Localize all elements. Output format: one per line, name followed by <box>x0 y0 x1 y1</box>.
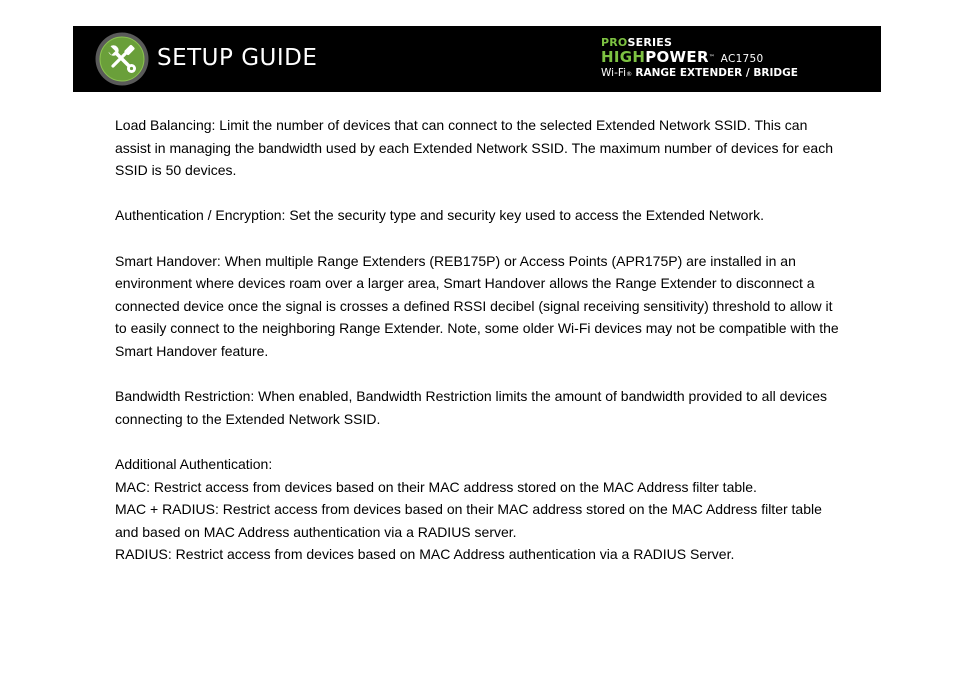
additional-auth-heading: Additional Authentication: <box>115 455 273 472</box>
paragraph-smart-handover: Smart Handover: When multiple Range Extenders (REB175P) or Access Points (APR175P) are installed in an environment where devices roam over a larger area, Smart Handover allows the Range Extender to disconnect a connected device once the signal is crosses a defined RSSI decibel (signal receiving sensitivity) threshold to allow it to easily connect to the neighboring Range Extender. Note, some older Wi-Fi devices may not be compatible with the Smart Handover feature. <box>115 252 839 359</box>
paragraph-bandwidth-restriction: Bandwidth Restriction: When enabled, Bandwidth Restriction limits the amount of bandwidth provided to all devices connecting to the Extended Network SSID. <box>115 388 828 427</box>
brand-power-line <box>601 49 871 67</box>
product-brand-logo <box>601 36 871 80</box>
brand-wifi: Wi-Fi <box>601 67 627 79</box>
brand-model: AC1750 <box>720 53 764 65</box>
brand-trademark: ™ <box>708 54 716 61</box>
brand-high: HIGH <box>601 48 646 66</box>
paragraph-authentication: Authentication / Encryption: Set the security type and security key used to access the Extended Network. <box>115 207 765 224</box>
header-banner <box>73 26 881 92</box>
brand-power: POWER <box>645 48 709 66</box>
brand-pro: PRO <box>601 36 628 49</box>
brand-series: SERIES <box>627 36 673 49</box>
setup-guide-title: SETUP GUIDE <box>157 45 318 71</box>
paragraph-load-balancing: Load Balancing: Limit the number of devices that can connect to the selected Extended Network SSID. This can assist in managing the bandwidth used by each Extended Network SSID. The maximum number of devices for each SSID is 50 devices. <box>115 117 834 179</box>
additional-auth-item-radius: RADIUS: Restrict access from devices based on MAC Address authentication via a RADIUS Server. <box>115 546 735 563</box>
additional-auth-item-mac-radius: MAC + RADIUS: Restrict access from devices based on their MAC address stored on the MAC Address filter table and based on MAC Address authentication via a RADIUS server. <box>115 501 822 540</box>
brand-registered: ® <box>626 71 633 78</box>
wrench-screwdriver-icon <box>95 32 149 86</box>
brand-product-line <box>601 67 871 80</box>
document-body <box>115 114 845 566</box>
brand-product: RANGE EXTENDER / BRIDGE <box>635 67 798 79</box>
additional-auth-item-mac: MAC: Restrict access from devices based on their MAC address stored on the MAC Address filter table. <box>115 478 757 495</box>
